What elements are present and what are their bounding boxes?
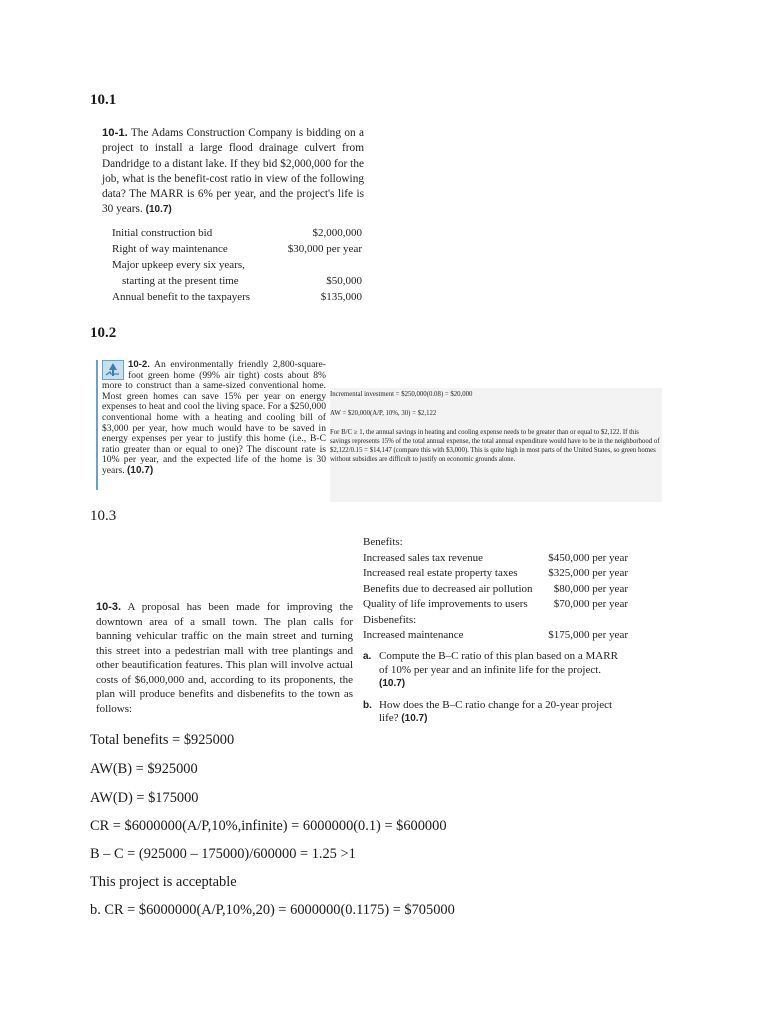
item-label: Quality of life improvements to users — [363, 598, 528, 610]
section-reference: (10.7) — [379, 678, 406, 689]
work-line: AW(B) = $925000 — [90, 761, 198, 777]
row-label: Right of way maintenance — [112, 243, 228, 255]
table-row — [112, 241, 362, 257]
list-item — [363, 597, 628, 613]
benefits-title: Benefits: — [363, 536, 403, 548]
solution-line: AW = $20,000(A/P, 10%, 30) = $2,122 — [330, 410, 437, 417]
problem-10-2-text — [96, 360, 326, 490]
part-text-wrap — [379, 650, 628, 691]
problem-number: 10-3. — [96, 601, 122, 613]
list-item — [363, 566, 628, 582]
problem-body: A proposal has been made for improving the downtown area of a small town. The plan calls for banning vehicular traffic on the main street and turning this street into a pedestrian mall with tree plantings and other beautification features. This plan will involve actual costs of $6,000,000 and, according to its proponents, the plan will produce benefits and disbenefits to the town as follows: — [96, 601, 353, 715]
benefits-list — [363, 535, 628, 644]
section-heading-10-1: 10.1 — [90, 92, 117, 108]
section-reference: (10.7) — [401, 713, 428, 724]
table-row — [112, 273, 362, 289]
item-value: $175,000 per year — [548, 629, 628, 641]
disbenefits-title: Disbenefits: — [363, 613, 417, 626]
part-text: How does the B–C ratio change for a 20-year project life? — [379, 698, 613, 724]
row-value: $2,000,000 — [312, 227, 362, 239]
problem-number: 10-2. — [128, 359, 150, 370]
part-text-wrap — [379, 699, 628, 726]
work-line: AW(D) = $175000 — [90, 790, 199, 806]
item-label: Increased sales tax revenue — [363, 551, 484, 564]
table-row — [112, 289, 362, 305]
section-reference: (10.7) — [145, 204, 172, 216]
problem-10-3-parts — [363, 650, 628, 724]
problem-10-1-data-table — [112, 225, 362, 305]
problem-10-2-solution — [330, 388, 662, 502]
section-reference: (10.7) — [127, 464, 154, 476]
item-value: $70,000 per year — [553, 598, 628, 610]
list-item — [363, 582, 628, 598]
part-text: Compute the B–C ratio of this plan based on a MARR of 10% per year and an infinite life for the project. — [379, 650, 618, 676]
list-item — [363, 551, 628, 567]
part-label: a. — [363, 651, 372, 662]
item-label: Increased maintenance — [363, 629, 464, 641]
problem-10-3-text — [96, 600, 353, 716]
part-a — [363, 650, 628, 691]
row-label: Major upkeep every six years, — [112, 259, 245, 271]
parts-clip — [363, 650, 628, 724]
item-label: Benefits due to decreased air pollution — [363, 582, 533, 595]
problem-body: An environmentally friendly 2,800-square-foot green home (99% air tight) costs about 8% more to construct than a same-sized conventional home. Most green homes can save 15% per year on energy expenses to heat and cool the living space. For a $250,000 conventional home with a heating and cooling bill of $3,000 per year, how much would have to be saved in energy expenses per year to justify this home (i.e., B-C ratio greater than or equal to one)? The discount rate is 10% per year, and the expected life of the home is 30 years. — [102, 359, 326, 476]
item-label: Increased real estate property taxes — [363, 567, 518, 579]
solution-paragraph: For B/C ≥ 1, the annual savings in heating and cooling expense needs to be greater than or equal to $2,122. If this savings represents 15% of the total annual expense, the total annual expenditure would have to be in the neighborhood of $2,122/0.15 = $14,147 (compare this with $3,000). This is quite high in most parts of the United States, so green homes without subsidies are difficult to justify on economic grounds alone. — [330, 429, 660, 463]
work-line: b. CR = $6000000(A/P,10%,20) = 6000000(0.1175) = $705000 — [90, 902, 455, 918]
table-row — [112, 225, 362, 241]
problem-10-1-text — [102, 126, 364, 218]
recycle-icon — [102, 360, 124, 380]
table-row — [112, 257, 362, 273]
row-value: $135,000 — [320, 291, 362, 303]
list-item — [363, 628, 628, 644]
section-heading-10-2: 10.2 — [90, 325, 117, 341]
item-value: $325,000 per year — [548, 567, 628, 579]
solution-line: Incremental investment = $250,000(0.08) = $20,000 — [330, 391, 473, 398]
work-line: CR = $6000000(A/P,10%,infinite) = 6000000(0.1) = $600000 — [90, 818, 447, 834]
row-value: $30,000 per year — [287, 243, 362, 255]
row-label: starting at the present time — [122, 275, 239, 287]
section-heading-10-3: 10.3 — [90, 508, 117, 524]
row-label: Annual benefit to the taxpayers — [112, 291, 251, 303]
row-value: $50,000 — [326, 275, 362, 287]
problem-body: The Adams Construction Company is bidding on a project to install a large flood drainage culvert from Dandridge to a distant lake. If they bid $2,000,000 for the job, what is the benefit-cost ratio in view of the following data? The MARR is 6% per year, and the project's life is 30 years. — [102, 127, 364, 216]
work-line: This project is acceptable — [90, 874, 237, 890]
row-label: Initial construction bid — [112, 227, 213, 239]
part-label: b. — [363, 699, 372, 711]
item-value: $80,000 per year — [553, 582, 628, 595]
item-value: $450,000 per year — [548, 551, 628, 564]
part-b — [363, 699, 628, 726]
work-line: Total benefits = $925000 — [90, 732, 235, 748]
work-line: B – C = (925000 – 175000)/600000 = 1.25 >1 — [90, 846, 356, 862]
problem-number: 10-1. — [102, 127, 128, 139]
